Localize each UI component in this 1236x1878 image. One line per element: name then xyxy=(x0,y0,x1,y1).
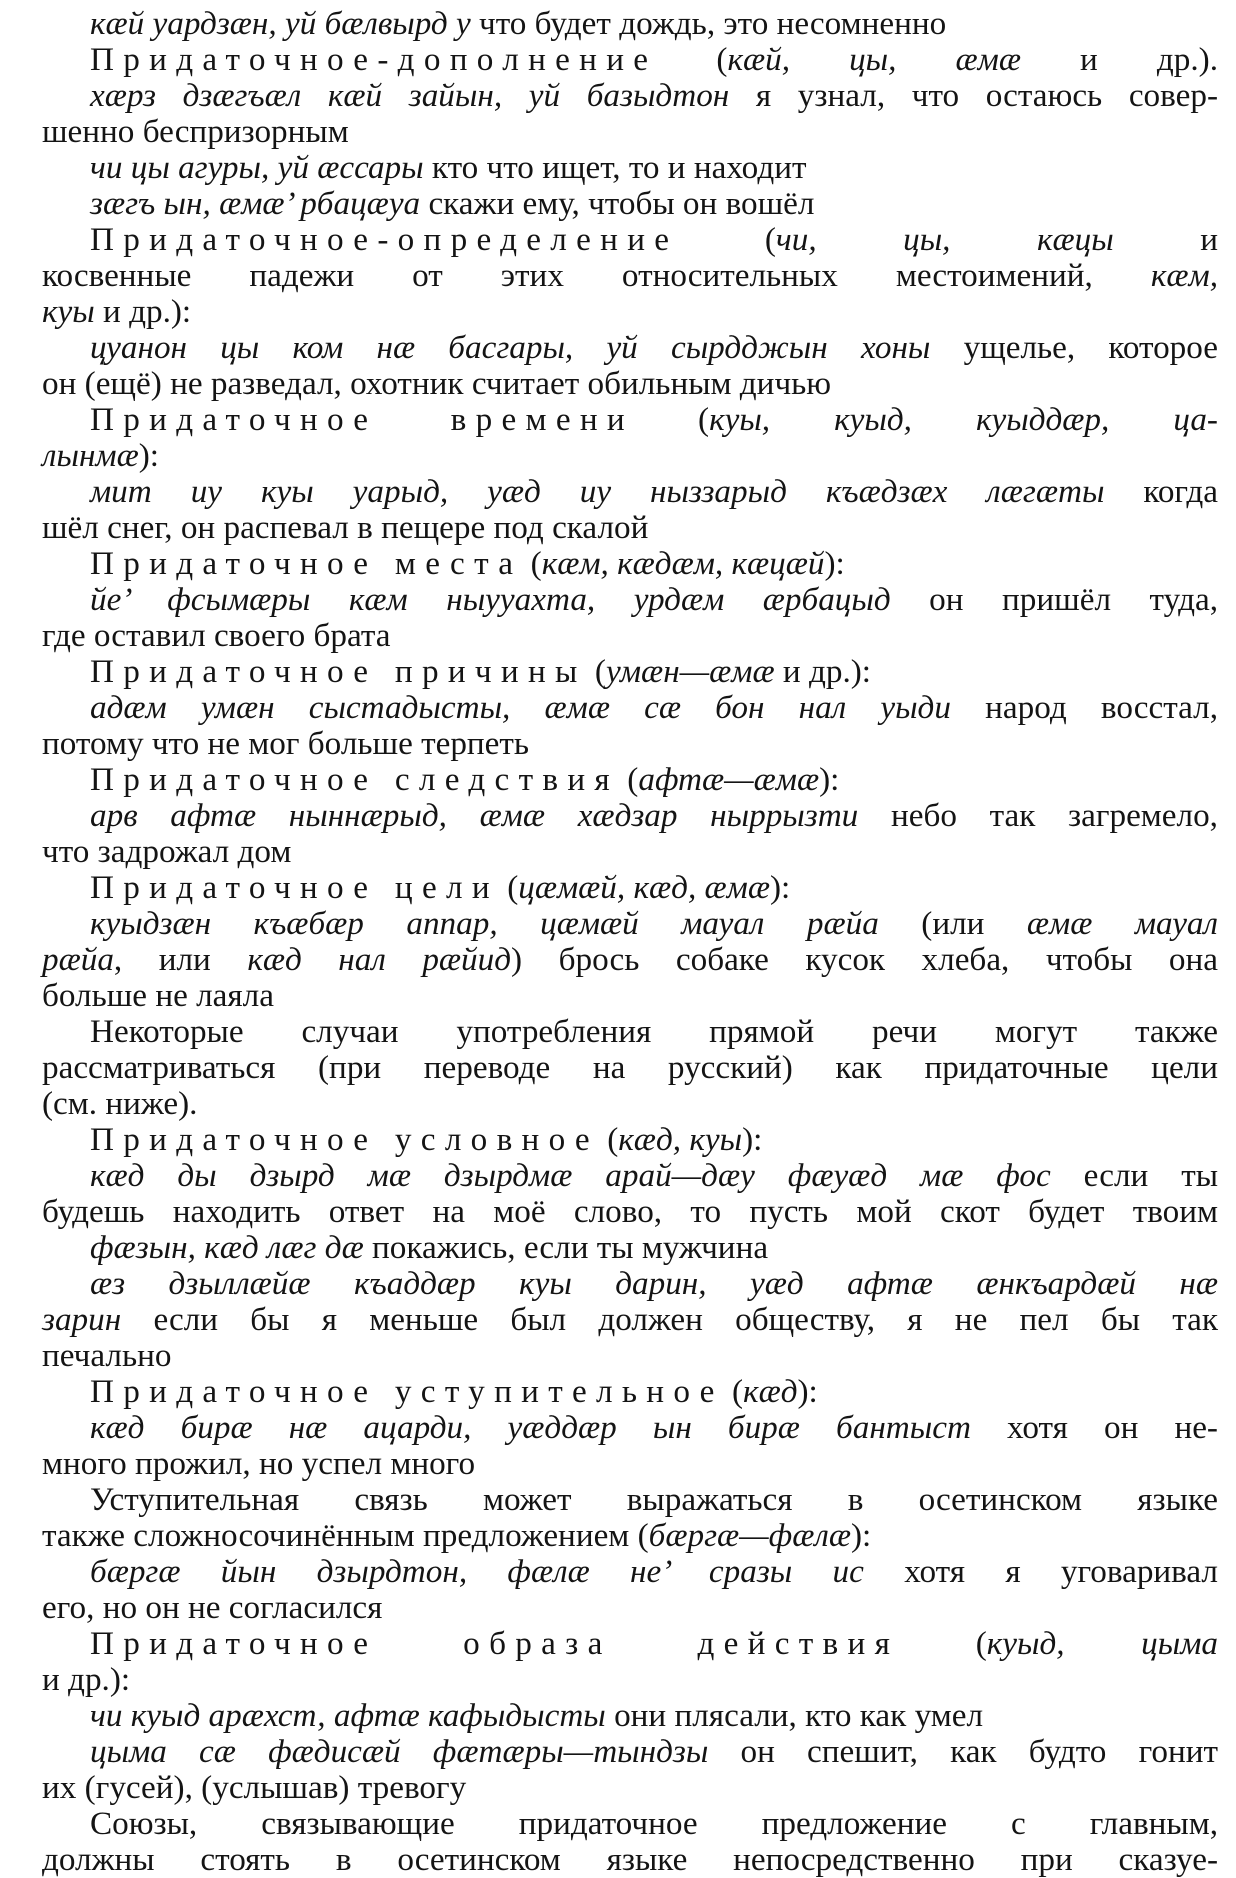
translation-text: больше не лаяла xyxy=(42,977,274,1014)
text-line xyxy=(42,1734,1218,1770)
translation-text: ( xyxy=(618,761,639,798)
text-line xyxy=(42,1518,1218,1554)
ossetian-example: кæй, цы, æмæ xyxy=(727,41,1021,78)
text-line xyxy=(42,474,1218,510)
section-heading: Придаточное образа действия xyxy=(90,1625,900,1662)
translation-text: ( xyxy=(498,869,519,906)
section-heading: Придаточное причины xyxy=(90,653,587,690)
text-line xyxy=(42,6,1218,42)
translation-text: шёл снег, он распевал в пещере под скалой xyxy=(42,509,649,546)
ossetian-example: кæд бирæ нæ ацарди, уæддæр ын бирæ бантыст xyxy=(90,1409,971,1446)
translation-text: его, но он не согласился xyxy=(42,1589,383,1626)
text-line xyxy=(42,258,1218,294)
translation-text: где оставил своего брата xyxy=(42,617,391,654)
text-line xyxy=(42,1338,1218,1374)
section-heading: Придаточное цели xyxy=(90,869,499,906)
ossetian-example: кæд нал рæйид xyxy=(247,941,512,978)
translation-text: он пришёл туда, xyxy=(890,581,1219,618)
translation-text: их (гусей), (услышав) тревогу xyxy=(42,1769,467,1806)
translation-text: много прожил, но успел много xyxy=(42,1445,476,1482)
text-line xyxy=(42,186,1218,222)
section-heading: Придаточное следствия xyxy=(90,761,619,798)
translation-text: Союзы, связывающие придаточное предложение с главным, xyxy=(90,1805,1218,1842)
translation-text: что будет дождь, это несомненно xyxy=(470,5,947,42)
section-heading: Придаточное уступительное xyxy=(90,1373,724,1410)
ossetian-example: лынмæ xyxy=(42,437,139,474)
ossetian-example: рæйа xyxy=(42,941,114,978)
text-line xyxy=(42,1698,1218,1734)
translation-text: если ты xyxy=(1050,1157,1218,1194)
text-line xyxy=(42,510,1218,546)
ossetian-example: цæмæй, кæд, æмæ xyxy=(518,869,770,906)
text-line xyxy=(42,1626,1218,1662)
section-heading: Придаточное-определение xyxy=(90,221,679,258)
text-line xyxy=(42,1158,1218,1194)
text-line xyxy=(42,1482,1218,1518)
translation-text: ( xyxy=(522,545,542,582)
ossetian-example: кæд ды дзырд мæ дзырдмæ арай—дæу фæуæд мæ фос xyxy=(90,1157,1051,1194)
translation-text: ( xyxy=(899,1625,987,1662)
text-line xyxy=(42,1446,1218,1482)
translation-text: и xyxy=(1113,221,1218,258)
ossetian-example: бæргæ—фæлæ xyxy=(648,1517,851,1554)
ossetian-example: куы, куыд, куыддæр, ца- xyxy=(709,401,1218,438)
text-line xyxy=(42,1770,1218,1806)
text-line xyxy=(42,906,1218,942)
ossetian-example: зарин xyxy=(42,1301,122,1338)
translation-text: косвенные падежи от этих относительных местоимений, xyxy=(42,257,1151,294)
text-line xyxy=(42,1374,1218,1410)
text-line xyxy=(42,1662,1218,1698)
translation-text: потому что не мог больше терпеть xyxy=(42,725,530,762)
text-line xyxy=(42,1590,1218,1626)
translation-text: ) брось собаке кусок хлеба, чтобы она xyxy=(511,941,1218,978)
ossetian-example: зæгъ ын, æмæ’ рбацæуа xyxy=(90,185,421,222)
ossetian-example: куыдзæн къæбæр аппар, цæмæй мауал рæйа xyxy=(90,905,879,942)
text-line xyxy=(42,654,1218,690)
translation-text: и др.): xyxy=(42,1661,131,1698)
translation-text: ( xyxy=(598,1121,619,1158)
text-line xyxy=(42,150,1218,186)
translation-text: ( xyxy=(586,653,606,690)
text-line xyxy=(42,222,1218,258)
text-line xyxy=(42,834,1218,870)
ossetian-example: чи, цы, кæцы xyxy=(775,221,1114,258)
ossetian-example: чи куыд арæхст, афтæ кафыдысты xyxy=(90,1697,606,1734)
translation-text: хотя я уговаривал xyxy=(863,1553,1218,1590)
translation-text: и др.). xyxy=(1020,41,1218,78)
ossetian-example: умæн—æмæ xyxy=(605,653,775,690)
translation-text: Некоторые случаи употребления прямой речи могут также xyxy=(90,1013,1218,1050)
translation-text: что задрожал дом xyxy=(42,833,292,870)
translation-text: когда xyxy=(1104,473,1218,510)
translation-text: небо так загремело, xyxy=(858,797,1218,834)
text-line xyxy=(42,762,1218,798)
ossetian-example: адæм умæн сыстадысты, æмæ сæ бон нал уыди xyxy=(90,689,951,726)
ossetian-example: æз дзыллæйæ къаддæр куы дарин, уæд афтæ æнкъардæй нæ xyxy=(90,1265,1218,1302)
translation-text: он спешит, как будто гонит xyxy=(708,1733,1218,1770)
ossetian-example: цуанон цы ком нæ басгары, уй сырдджын хоны xyxy=(90,329,931,366)
translation-text: если бы я меньше был должен обществу, я не пел бы так xyxy=(121,1301,1218,1338)
text-line xyxy=(42,1806,1218,1842)
translation-text: ущелье, которое xyxy=(930,329,1219,366)
translation-text: и др.): xyxy=(774,653,872,690)
translation-text: ): xyxy=(819,761,840,798)
translation-text: хотя он не- xyxy=(970,1409,1218,1446)
translation-text: кто что ищет, то и находит xyxy=(423,149,807,186)
translation-text: (см. ниже). xyxy=(42,1085,198,1122)
section-heading: Придаточное условное xyxy=(90,1121,599,1158)
translation-text: ): xyxy=(138,437,160,474)
ossetian-example: фæзын, кæд лæг дæ xyxy=(90,1229,364,1266)
text-line xyxy=(42,1194,1218,1230)
text-line xyxy=(42,1230,1218,1266)
section-heading: Придаточное-дополнение xyxy=(90,41,658,78)
text-line xyxy=(42,1050,1218,1086)
translation-text: ( xyxy=(723,1373,744,1410)
ossetian-example: цыма сæ фæдисæй фæтæры—тындзы xyxy=(90,1733,709,1770)
ossetian-example: кæм, xyxy=(1150,257,1218,294)
ossetian-example: кæд xyxy=(743,1373,798,1410)
translation-text: шенно беспризорным xyxy=(42,113,349,150)
translation-text: они плясали, кто как умел xyxy=(605,1697,984,1734)
translation-text: покажись, если ты мужчина xyxy=(363,1229,769,1266)
text-line xyxy=(42,1554,1218,1590)
ossetian-example: йе’ фсымæры кæм ныууахта, урдæм æрбацыд xyxy=(90,581,891,618)
text-line xyxy=(42,78,1218,114)
text-line xyxy=(42,1014,1218,1050)
translation-text: также сложносочинённым предложением ( xyxy=(42,1517,649,1554)
section-heading: Придаточное времени xyxy=(90,401,634,438)
translation-text: должны стоять в осетинском языке непосредственно при сказуе- xyxy=(42,1841,1218,1878)
text-line xyxy=(42,690,1218,726)
translation-text: будешь находить ответ на моё слово, то пусть мой скот будет твоим xyxy=(42,1193,1218,1230)
translation-text: ( xyxy=(678,221,776,258)
ossetian-example: мит иу куы уарыд, уæд иу ныззарыд къæдзæх лæгæты xyxy=(90,473,1105,510)
translation-text: ): xyxy=(824,545,845,582)
text-line xyxy=(42,942,1218,978)
text-line xyxy=(42,582,1218,618)
translation-text: ): xyxy=(851,1517,872,1554)
translation-text: я узнал, что остаюсь совер- xyxy=(729,77,1218,114)
ossetian-example: кæд, куы xyxy=(618,1121,743,1158)
ossetian-example: куы xyxy=(42,293,95,330)
translation-text: он (ещё) не разведал, охотник считает обильным дичью xyxy=(42,365,832,402)
text-line xyxy=(42,366,1218,402)
text-line xyxy=(42,546,1218,582)
text-line xyxy=(42,330,1218,366)
translation-text: ): xyxy=(742,1121,763,1158)
translation-text: ( xyxy=(633,401,710,438)
ossetian-example: арв афтæ ныннæрыд, æмæ хæдзар ныррызти xyxy=(90,797,859,834)
ossetian-example: чи цы агуры, уй æссары xyxy=(90,149,424,186)
text-line xyxy=(42,726,1218,762)
translation-text: печально xyxy=(42,1337,172,1374)
text-line xyxy=(42,798,1218,834)
translation-text: , или xyxy=(113,941,248,978)
section-heading: Придаточное места xyxy=(90,545,523,582)
text-line xyxy=(42,438,1218,474)
text-line xyxy=(42,870,1218,906)
translation-text: и др.): xyxy=(94,293,192,330)
text-line xyxy=(42,618,1218,654)
text-line xyxy=(42,1410,1218,1446)
text-line xyxy=(42,1086,1218,1122)
ossetian-example: бæргæ йын дзырдтон, фæлæ не’ сразы ис xyxy=(90,1553,864,1590)
text-line xyxy=(42,42,1218,78)
translation-text: Уступительная связь может выражаться в осетинском языке xyxy=(90,1481,1218,1518)
text-line xyxy=(42,978,1218,1014)
translation-text: ): xyxy=(770,869,791,906)
ossetian-example: афтæ—æмæ xyxy=(638,761,820,798)
ossetian-example: кæм, кæдæм, кæцæй xyxy=(541,545,825,582)
document-body xyxy=(42,6,1218,1878)
text-line xyxy=(42,1302,1218,1338)
ossetian-example: куыд, цыма xyxy=(986,1625,1218,1662)
translation-text: скажи ему, чтобы он вошёл xyxy=(420,185,815,222)
text-line xyxy=(42,402,1218,438)
translation-text: народ восстал, xyxy=(950,689,1218,726)
text-line xyxy=(42,294,1218,330)
translation-text: (или xyxy=(878,905,1027,942)
translation-text: ( xyxy=(657,41,728,78)
translation-text: рассматриваться (при переводе на русский) как придаточные цели xyxy=(42,1049,1218,1086)
translation-text: ): xyxy=(797,1373,818,1410)
text-line xyxy=(42,1266,1218,1302)
ossetian-example: æмæ мауал xyxy=(1026,905,1218,942)
ossetian-example: кæй уардзæн, уй бæлвырд у xyxy=(90,5,471,42)
text-line xyxy=(42,1122,1218,1158)
ossetian-example: хæрз дзæгъæл кæй зайын, уй базыдтон xyxy=(90,77,730,114)
text-line xyxy=(42,114,1218,150)
